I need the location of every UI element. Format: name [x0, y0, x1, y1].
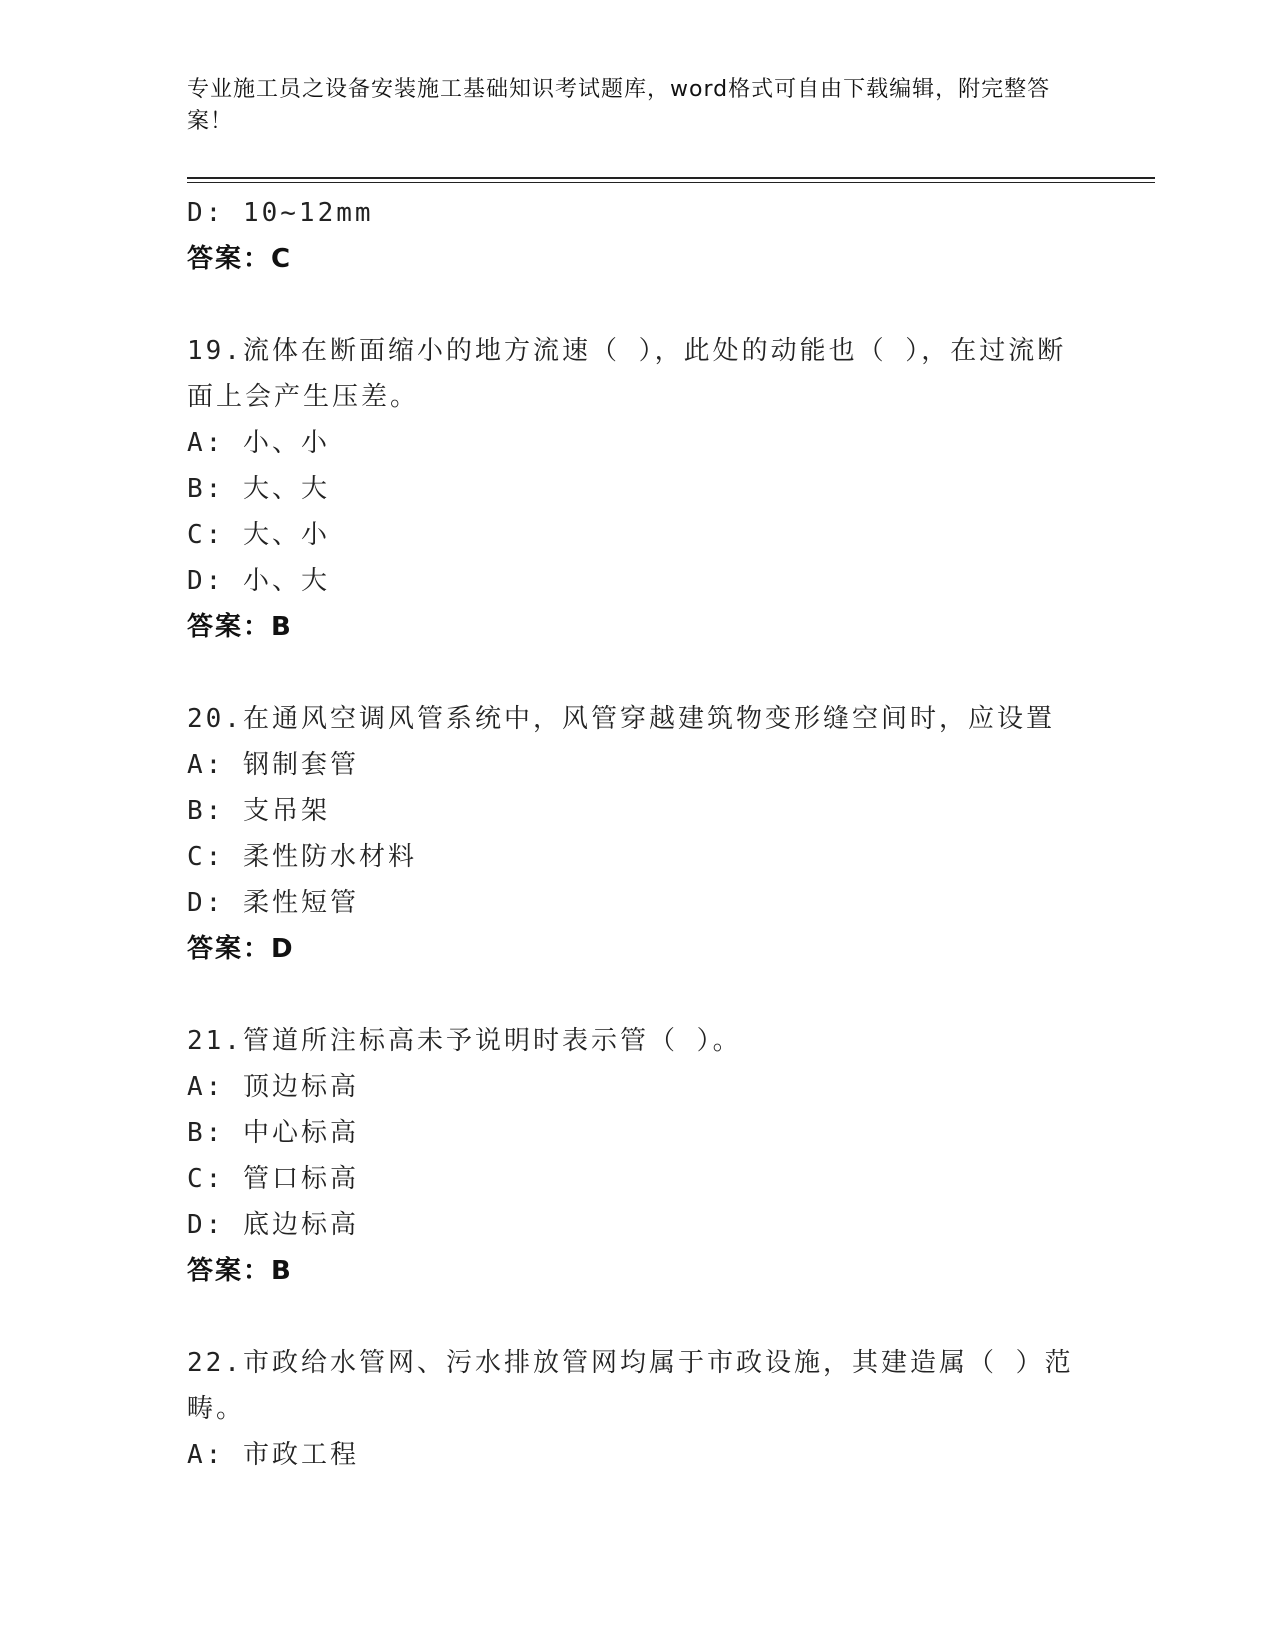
question-21 — [187, 1018, 1087, 1294]
option-d: D: 柔性短管 — [187, 888, 359, 918]
option-a: A: 小、小 — [187, 428, 330, 458]
question-stem: 19.流体在断面缩小的地方流速（ ），此处的动能也（ ），在过流断 — [187, 336, 1067, 366]
question-stem-continued: 面上会产生压差。 — [187, 382, 420, 412]
option-a: A: 顶边标高 — [187, 1072, 359, 1102]
question-list — [187, 190, 1087, 1478]
option-c: C: 大、小 — [187, 520, 330, 550]
prev-question-answer: 答案：C — [187, 244, 293, 274]
question-19 — [187, 328, 1087, 650]
document-header: 专业施工员之设备安装施工基础知识考试题库，word格式可自由下载编辑，附完整答案！ — [187, 77, 1051, 134]
option-c: C: 柔性防水材料 — [187, 842, 417, 872]
question-stem: 22.市政给水管网、污水排放管网均属于市政设施，其建造属（ ）范 — [187, 1348, 1074, 1378]
option-a: A: 钢制套管 — [187, 750, 359, 780]
header-divider-thin — [187, 182, 1155, 183]
prev-question-option-d: D: 10~12mm — [187, 198, 374, 228]
option-a: A: 市政工程 — [187, 1440, 359, 1470]
question-stem-continued: 畴。 — [187, 1394, 246, 1424]
option-c: C: 管口标高 — [187, 1164, 359, 1194]
question-22 — [187, 1340, 1087, 1478]
header-divider — [187, 177, 1155, 179]
option-b: B: 支吊架 — [187, 796, 330, 826]
option-d: D: 小、大 — [187, 566, 330, 596]
option-b: B: 大、大 — [187, 474, 330, 504]
answer: 答案：D — [187, 934, 295, 964]
answer: 答案：B — [187, 1256, 293, 1286]
question-stem: 21.管道所注标高未予说明时表示管（ ）。 — [187, 1026, 742, 1056]
question-20 — [187, 696, 1087, 972]
option-d: D: 底边标高 — [187, 1210, 359, 1240]
question-stem: 20.在通风空调风管系统中，风管穿越建筑物变形缝空间时，应设置 — [187, 704, 1055, 734]
answer: 答案：B — [187, 612, 293, 642]
option-b: B: 中心标高 — [187, 1118, 359, 1148]
